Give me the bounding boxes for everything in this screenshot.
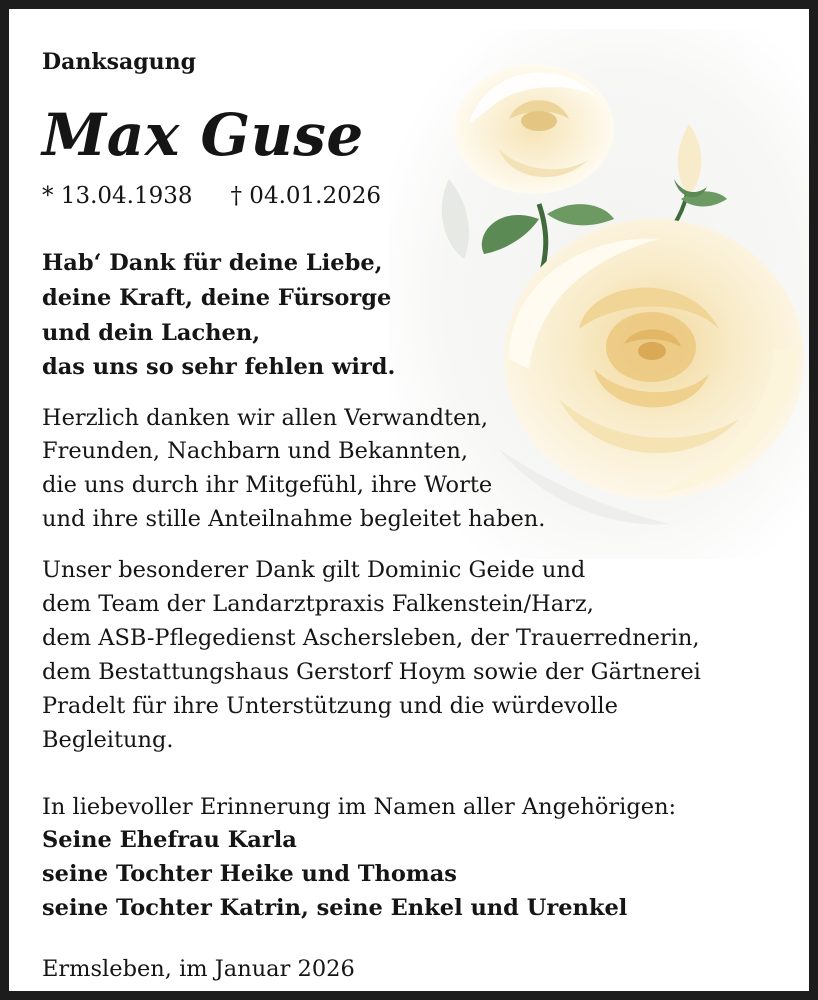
family-member-line: seine Tochter Katrin, seine Enkel und Urenkel [42, 895, 628, 921]
thanks-line: Freunden, Nachbarn und Bekannten, [42, 438, 469, 464]
thanks-line: Herzlich danken wir allen Verwandten, [42, 405, 489, 431]
verse-line: deine Kraft, deine Fürsorge [42, 285, 392, 311]
notice-text [9, 9, 818, 1000]
family-member-line: Seine Ehefrau Karla [42, 827, 297, 853]
life-dates [42, 183, 381, 209]
notice-heading: Danksagung [42, 49, 196, 75]
verse-line: und dein Lachen, [42, 320, 261, 346]
thanks-line: die uns durch ihr Mitgefühl, ihre Worte [42, 472, 493, 498]
family-member-line: seine Tochter Heike und Thomas [42, 861, 457, 887]
death-date: † 04.01.2026 [230, 183, 381, 209]
deceased-name: Max Guse [42, 101, 364, 169]
verse-line: Hab‘ Dank für deine Liebe, [42, 250, 383, 276]
place-and-date: Ermsleben, im Januar 2026 [42, 956, 355, 982]
verse-line: das uns so sehr fehlen wird. [42, 354, 396, 380]
birth-date: * 13.04.1938 [42, 183, 193, 209]
remembrance-line: In liebevoller Erinnerung im Namen aller Angehörigen: [42, 794, 677, 820]
special-thanks-line: dem Bestattungshaus Gerstorf Hoym sowie der Gärtnerei [42, 659, 701, 685]
special-thanks-line: dem ASB-Pflegedienst Aschersleben, der Trauerrednerin, [42, 625, 700, 651]
special-thanks-line: Begleitung. [42, 727, 174, 753]
special-thanks-line: dem Team der Landarztpraxis Falkenstein/Harz, [42, 591, 594, 617]
special-thanks-line: Unser besonderer Dank gilt Dominic Geide und [42, 557, 586, 583]
special-thanks-line: Pradelt für ihre Unterstützung und die würdevolle [42, 693, 618, 719]
thanks-line: und ihre stille Anteilnahme begleitet haben. [42, 506, 546, 532]
